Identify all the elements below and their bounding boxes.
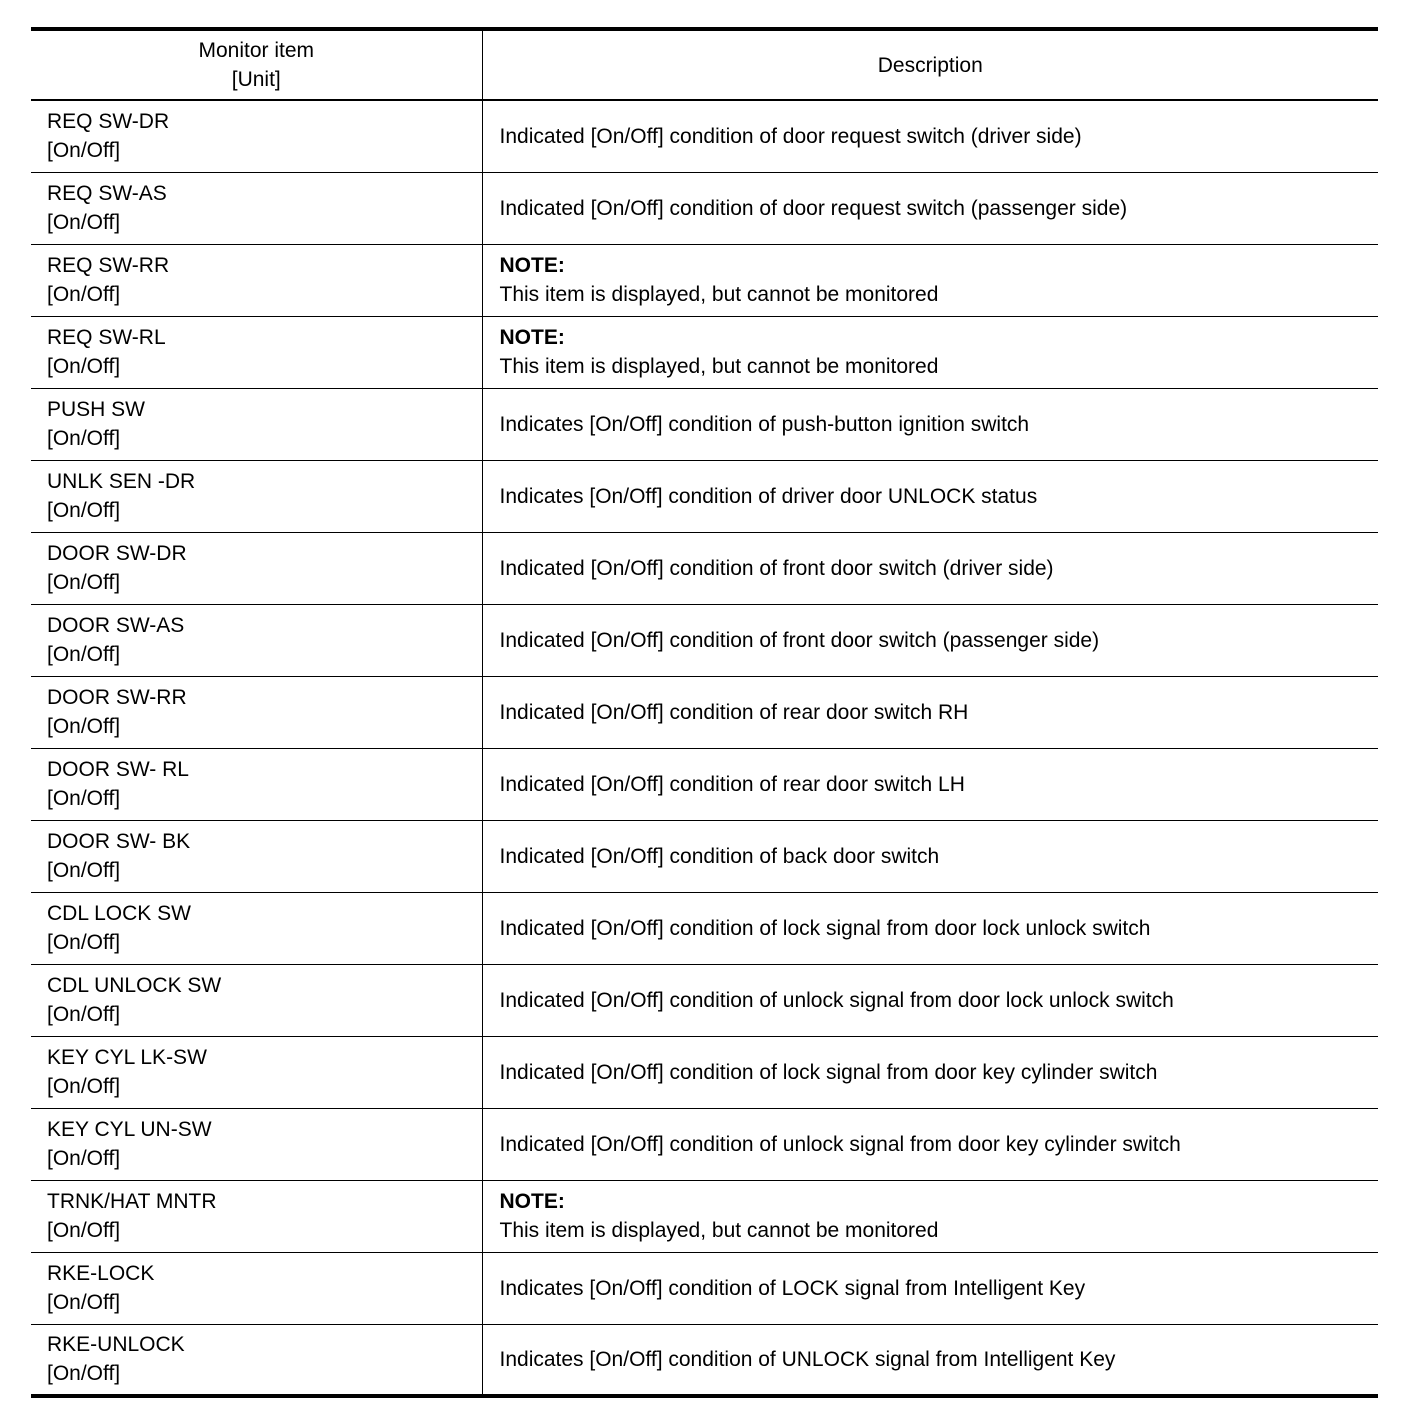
monitor-item-cell (31, 532, 482, 604)
table-row (31, 460, 1378, 532)
description-text: Indicates [On/Off] condition of driver door UNLOCK status (499, 484, 1038, 508)
table-row (31, 1036, 1378, 1108)
monitor-item-unit: [On/Off] (47, 1291, 121, 1314)
monitor-item-unit: [On/Off] (47, 211, 121, 234)
header-row (31, 29, 1378, 100)
note-label: NOTE: (499, 326, 565, 349)
note-label: NOTE: (499, 1190, 565, 1213)
description-text: Indicates [On/Off] condition of LOCK signal from Intelligent Key (499, 1276, 1086, 1300)
monitor-item-name: DOOR SW-DR (47, 542, 187, 565)
table-row (31, 1324, 1378, 1396)
monitor-item-cell (31, 100, 482, 172)
monitor-item-name: DOOR SW- RL (47, 758, 189, 781)
monitor-item-unit: [On/Off] (47, 1147, 121, 1170)
description-text: Indicated [On/Off] condition of front door switch (passenger side) (499, 628, 1100, 652)
table-row (31, 100, 1378, 172)
monitor-item-cell (31, 172, 482, 244)
table-body (31, 100, 1378, 1396)
description-cell (482, 532, 1378, 604)
description-cell (482, 1036, 1378, 1108)
monitor-item-unit: [On/Off] (47, 931, 121, 954)
table-row (31, 820, 1378, 892)
description-cell (482, 1324, 1378, 1396)
monitor-item-name: PUSH SW (47, 398, 146, 421)
table-row (31, 892, 1378, 964)
monitor-item-name: RKE-UNLOCK (47, 1333, 185, 1357)
note-text: This item is displayed, but cannot be monitored (499, 1219, 939, 1242)
description-cell (482, 1180, 1378, 1252)
monitor-item-unit: [On/Off] (47, 1219, 121, 1242)
table-row (31, 172, 1378, 244)
monitor-item-name: REQ SW-DR (47, 110, 170, 134)
monitor-item-unit: [On/Off] (47, 643, 121, 666)
monitor-item-unit: [On/Off] (47, 499, 121, 522)
monitor-item-cell (31, 244, 482, 316)
monitor-item-name: REQ SW-RL (47, 326, 166, 349)
monitor-item-name: RKE-LOCK (47, 1262, 155, 1285)
monitor-item-unit: [On/Off] (47, 1075, 121, 1098)
description-text: Indicated [On/Off] condition of door request switch (passenger side) (499, 196, 1128, 220)
description-cell (482, 676, 1378, 748)
monitor-item-cell (31, 676, 482, 748)
monitor-item-name: REQ SW-RR (47, 254, 170, 277)
monitor-item-unit: [On/Off] (47, 1003, 121, 1026)
monitor-item-unit: [On/Off] (47, 1362, 121, 1386)
description-text: Indicated [On/Off] condition of back door switch (499, 844, 940, 868)
monitor-item-name: REQ SW-AS (47, 182, 167, 205)
description-cell (482, 820, 1378, 892)
description-cell (482, 964, 1378, 1036)
description-cell (482, 388, 1378, 460)
monitor-item-name: DOOR SW- BK (47, 830, 191, 853)
monitor-item-name: KEY CYL LK-SW (47, 1046, 207, 1069)
monitor-item-cell (31, 964, 482, 1036)
monitor-item-cell (31, 460, 482, 532)
monitor-item-cell (31, 1324, 482, 1396)
monitor-item-cell (31, 1180, 482, 1252)
description-text: Indicated [On/Off] condition of rear door switch LH (499, 772, 965, 796)
monitor-item-unit: [On/Off] (47, 859, 121, 882)
description-text: Indicated [On/Off] condition of lock signal from door lock unlock switch (499, 916, 1151, 940)
table-row (31, 604, 1378, 676)
monitor-item-unit: [On/Off] (47, 427, 121, 450)
monitor-item-cell (31, 604, 482, 676)
monitor-item-cell (31, 1108, 482, 1180)
monitor-item-name: DOOR SW-RR (47, 686, 187, 709)
monitor-item-unit: [On/Off] (47, 715, 121, 738)
monitor-item-unit: [On/Off] (47, 787, 121, 810)
description-text: Indicated [On/Off] condition of unlock signal from door lock unlock switch (499, 988, 1174, 1012)
table-row (31, 1252, 1378, 1324)
note-text: This item is displayed, but cannot be monitored (499, 355, 939, 378)
monitor-item-name: DOOR SW-AS (47, 614, 185, 637)
note-text: This item is displayed, but cannot be monitored (499, 283, 939, 306)
table-header (31, 29, 1378, 100)
description-cell (482, 1252, 1378, 1324)
description-cell (482, 244, 1378, 316)
monitor-item-cell (31, 316, 482, 388)
monitor-item-name: UNLK SEN -DR (47, 470, 196, 493)
monitor-item-table (31, 27, 1378, 1398)
monitor-item-name: CDL LOCK SW (47, 902, 191, 925)
description-text: Indicated [On/Off] condition of rear door switch RH (499, 700, 969, 724)
description-cell (482, 604, 1378, 676)
note-label: NOTE: (499, 254, 565, 277)
monitor-item-cell (31, 1036, 482, 1108)
description-text: Indicated [On/Off] condition of unlock signal from door key cylinder switch (499, 1132, 1181, 1156)
description-text: Indicated [On/Off] condition of front door switch (driver side) (499, 556, 1054, 580)
table-row (31, 1180, 1378, 1252)
table-row (31, 1108, 1378, 1180)
description-text: Indicated [On/Off] condition of door request switch (driver side) (499, 124, 1082, 148)
description-cell (482, 892, 1378, 964)
header-description: Description (482, 29, 1378, 100)
table-row (31, 532, 1378, 604)
description-cell (482, 316, 1378, 388)
monitor-item-unit: [On/Off] (47, 355, 121, 378)
description-text: Indicates [On/Off] condition of push-button ignition switch (499, 412, 1030, 436)
monitor-item-cell (31, 388, 482, 460)
monitor-item-cell (31, 748, 482, 820)
header-monitor-item (31, 29, 482, 100)
description-text: Indicates [On/Off] condition of UNLOCK signal from Intelligent Key (499, 1347, 1116, 1371)
description-cell (482, 172, 1378, 244)
monitor-item-cell (31, 1252, 482, 1324)
table-row (31, 388, 1378, 460)
description-cell (482, 748, 1378, 820)
monitor-item-unit: [On/Off] (47, 283, 121, 306)
table-row (31, 244, 1378, 316)
description-cell (482, 100, 1378, 172)
description-cell (482, 1108, 1378, 1180)
monitor-item-name: KEY CYL UN-SW (47, 1118, 212, 1141)
monitor-item-name: CDL UNLOCK SW (47, 974, 222, 997)
monitor-item-cell (31, 892, 482, 964)
monitor-item-name: TRNK/HAT MNTR (47, 1190, 217, 1213)
monitor-item-unit: [On/Off] (47, 571, 121, 594)
table-row (31, 748, 1378, 820)
table-row (31, 676, 1378, 748)
table-row (31, 316, 1378, 388)
description-text: Indicated [On/Off] condition of lock signal from door key cylinder switch (499, 1060, 1158, 1084)
header-unit-label: [Unit] (231, 68, 281, 91)
table-row (31, 964, 1378, 1036)
description-cell (482, 460, 1378, 532)
monitor-item-cell (31, 820, 482, 892)
monitor-item-unit: [On/Off] (47, 139, 121, 163)
header-item-label: Monitor item (198, 39, 315, 62)
